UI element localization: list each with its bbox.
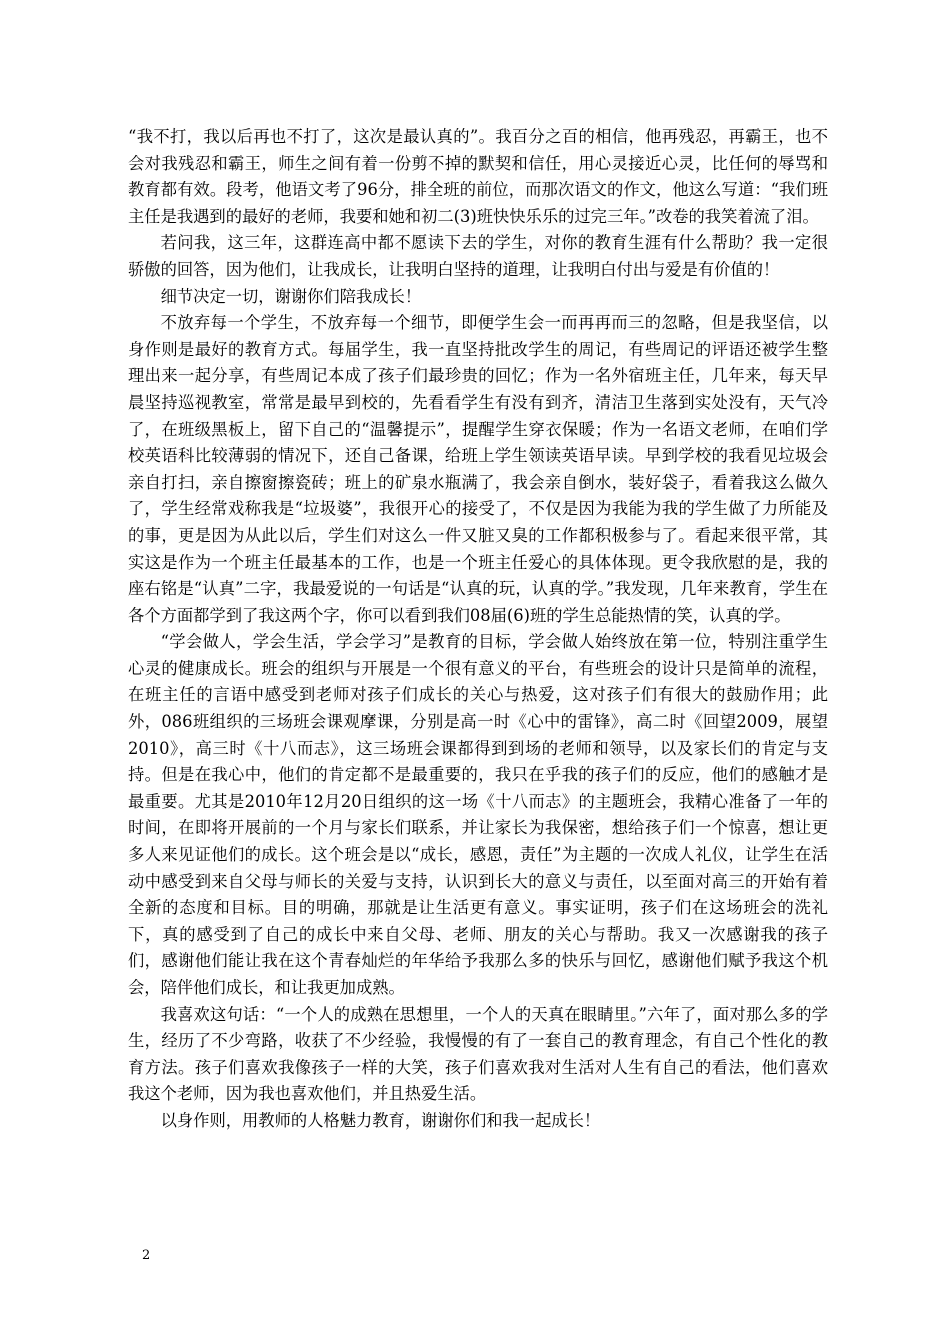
paragraph-4: 不放弃每一个学生，不放弃每一个细节，即便学生会一而再再而三的忽略，但是我坚信，以身作则是最好的教育方式。每届学生，我一直坚持批改学生的周记，有些周记的评语还被学生整理出来一起分享，有些周记本成了孩子们最珍贵的回忆；作为一名外宿班主任，几年来，每天早晨坚持巡视教室，常常是最早到校的，先看看学生有没有到齐，清洁卫生落到实处没有，天气冷了，在班级黑板上，留下自己的“温馨提示”，提醒学生穿衣保暖；作为一名语文老师，在咱们学校英语科比较薄弱的情况下，还自己备课，给班上学生领读英语早读。早到学校的我看见垃圾会亲自打扫，亲自擦窗擦瓷砖；班上的矿泉水瓶满了，我会亲自倒水，装好袋子，看着我这么做久了，学生经常戏称我是“垃圾婆”，我很开心的接受了，不仅是因为我能为我的学生做了力所能及的事，更是因为从此以后，学生们对这么一件又脏又臭的工作都积极参与了。看起来很平常，其实这是作为一个班主任最基本的工作，也是一个班主任爱心的具体体现。更令我欣慰的是，我的座右铭是“认真”二字，我最爱说的一句话是“认真的玩，认真的学。”我发现，几年来教育，学生在各个方面都学到了我这两个字，你可以看到我们08届(6)班的学生总能热情的笑，认真的学。 — [128, 313, 828, 625]
paragraph-5: “学会做人，学会生活，学会学习”是教育的目标，学会做人始终放在第一位，特别注重学生心灵的健康成长。班会的组织与开展是一个很有意义的平台，有些班会的设计只是简单的流程，在班主任的言语中感受到老师对孩子们成长的关心与热爱，这对孩子们有很大的鼓励作用；此外，086班组织的三场班会课观摩课，分别是高一时《心中的雷锋》，高二时《回望2009，展望2010》，高三时《十八而志》，这三场班会课都得到到场的老师和领导，以及家长们的肯定与支持。但是在我心中，他们的肯定都不是最重要的，我只在乎我的孩子们的反应，他们的感触才是最重要。尤其是2010年12月20日组织的这一场《十八而志》的主题班会，我精心准备了一年的时间，在即将开展前的一个月与家长们联系，并让家长为我保密，想给孩子们一个惊喜，想让更多人来见证他们的成长。这个班会是以“成长，感恩，责任”为主题的一次成人礼仪，让学生在活动中感受到来自父母与师长的关爱与支持，认识到长大的意义与责任，以至面对高三的开始有着全新的态度和目标。目的明确，那就是让生活更有意义。事实证明，孩子们在这场班会的洗礼下，真的感受到了自己的成长中来自父母、老师、朋友的关心与帮助。我又一次感谢我的孩子们，感谢他们能让我在这个青春灿烂的年华给予我那么多的快乐与回忆，感谢他们赋予我这个机会，陪伴他们成长，和让我更加成熟。 — [128, 632, 828, 997]
document-body — [128, 124, 828, 1135]
page-number: 2 — [142, 1248, 151, 1263]
paragraph-2: 若问我，这三年，这群连高中都不愿读下去的学生，对你的教育生涯有什么帮助？我一定很骄傲的回答，因为他们，让我成长，让我明白坚持的道理，让我明白付出与爱是有价值的！ — [128, 233, 828, 279]
paragraph-7: 以身作则，用教师的人格魅力教育，谢谢你们和我一起成长！ — [160, 1110, 601, 1130]
paragraph-6: 我喜欢这句话：“一个人的成熟在思想里，一个人的天真在眼睛里。”六年了，面对那么多的学生，经历了不少弯路，收获了不少经验，我慢慢的有了一套自己的教育理念，有自己个性化的教育方法。孩子们喜欢我像孩子一样的大笑，孩子们喜欢我对生活对人生有自己的看法，他们喜欢我这个老师，因为我也喜欢他们，并且热爱生活。 — [128, 1004, 828, 1104]
paragraph-1: “我不打，我以后再也不打了，这次是最认真的”。我百分之百的相信，他再残忍，再霸王，也不会对我残忍和霸王，师生之间有着一份剪不掉的默契和信任，用心灵接近心灵，比任何的辱骂和教育都有效。段考，他语文考了96分，排全班的前位，而那次语文的作文，他这么写道：“我们班主任是我遇到的最好的老师，我要和她和初二(3)班快快乐乐的过完三年。”改卷的我笑着流了泪。 — [128, 127, 828, 226]
paragraph-3: 细节决定一切，谢谢你们陪我成长！ — [160, 286, 422, 306]
